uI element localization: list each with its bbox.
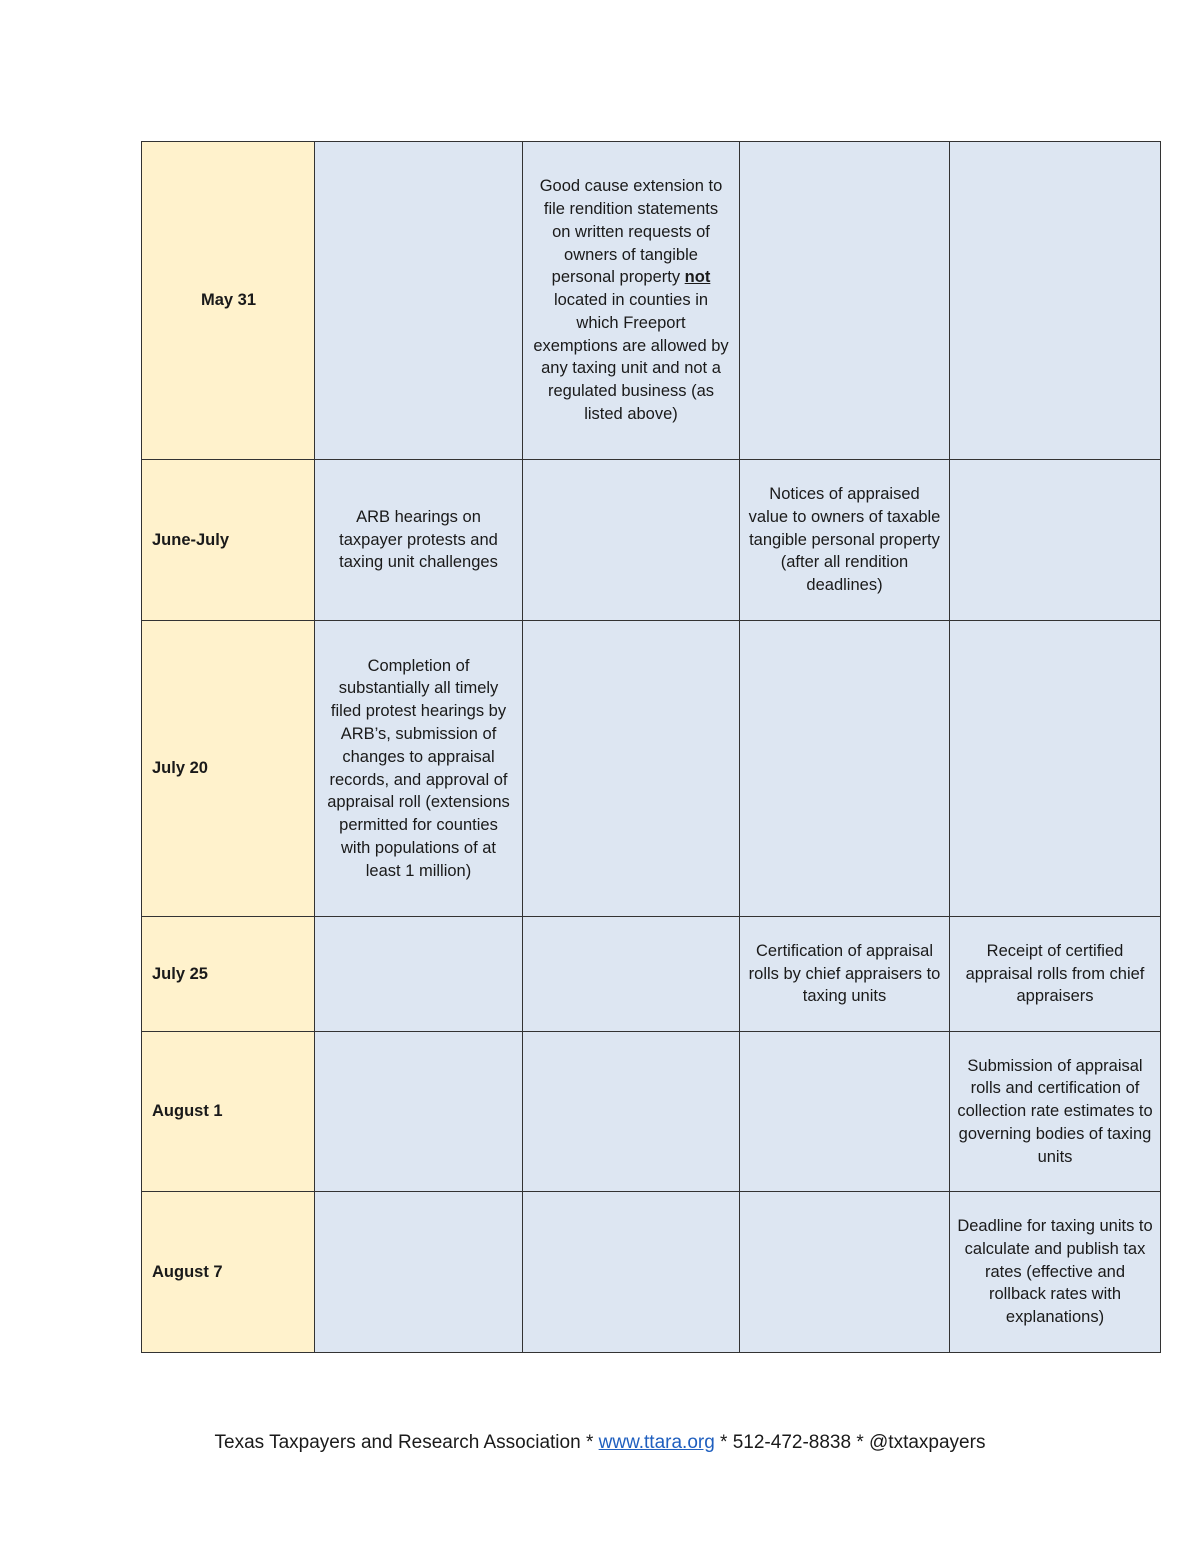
date-label: August 1 <box>152 1102 223 1121</box>
cell-text: Submission of appraisal rolls and certification of collection rate estimates to governing bodies of taxing units <box>957 1056 1153 1166</box>
table-cell <box>740 917 950 1032</box>
deadline-calendar-table <box>141 141 1161 1353</box>
footer-contact: * 512-472-8838 * @txtaxpayers <box>714 1432 986 1453</box>
cell-text-part: Good cause extension to file rendition statements on written requests of owners of tangible personal property <box>539 177 723 287</box>
footer-org: Texas Taxpayers and Research Association * <box>214 1432 599 1453</box>
table-cell <box>523 142 740 460</box>
table-row <box>142 1192 1161 1353</box>
table-cell <box>740 1032 950 1192</box>
table-cell <box>315 917 523 1032</box>
table-cell <box>523 621 740 917</box>
date-label: May 31 <box>200 291 257 310</box>
table-cell <box>950 460 1161 621</box>
table-cell <box>315 621 523 917</box>
cell-text-part: located in counties in which Freeport exemptions are allowed by any taxing unit and not a regulated business (as listed above) <box>533 291 729 424</box>
date-label: August 7 <box>152 1262 223 1281</box>
table-row <box>142 917 1161 1032</box>
cell-text: Receipt of certified appraisal rolls from chief appraisers <box>965 941 1145 1006</box>
date-cell <box>142 460 315 621</box>
date-label: June-July <box>152 530 230 549</box>
table-cell <box>740 621 950 917</box>
table-row <box>142 142 1161 460</box>
page-footer <box>0 1431 1200 1455</box>
cell-text <box>533 177 728 423</box>
table-cell <box>315 460 523 621</box>
table-cell <box>315 142 523 460</box>
emphasis-text: not <box>684 268 711 287</box>
table-cell <box>740 460 950 621</box>
cell-text: ARB hearings on taxpayer protests and taxing unit challenges <box>339 507 498 572</box>
table-cell <box>740 1192 950 1353</box>
table-cell <box>950 1192 1161 1353</box>
table-cell <box>950 917 1161 1032</box>
date-cell <box>142 621 315 917</box>
table-cell <box>950 621 1161 917</box>
cell-text: Notices of appraised value to owners of taxable tangible personal property (after all rendition deadlines) <box>748 485 941 595</box>
table-cell <box>950 142 1161 460</box>
date-label: July 25 <box>152 964 208 983</box>
date-label: July 20 <box>152 759 208 778</box>
table-cell <box>950 1032 1161 1192</box>
date-cell <box>142 1032 315 1192</box>
table-cell <box>523 1192 740 1353</box>
cell-text: Completion of substantially all timely filed protest hearings by ARB’s, submission of changes to appraisal records, and approval of appraisal roll (extensions permitted for counties with populations of at least 1 million) <box>327 656 510 880</box>
table-cell <box>740 142 950 460</box>
footer-website-link[interactable]: www.ttara.org <box>598 1432 715 1453</box>
table-row <box>142 1032 1161 1192</box>
date-cell <box>142 1192 315 1353</box>
cell-text: Deadline for taxing units to calculate and publish tax rates (effective and rollback rates with explanations) <box>957 1217 1153 1327</box>
table-row <box>142 621 1161 917</box>
date-cell <box>142 917 315 1032</box>
table-cell <box>523 1032 740 1192</box>
table-cell <box>523 460 740 621</box>
table-cell <box>523 917 740 1032</box>
cell-text: Certification of appraisal rolls by chief appraisers to taxing units <box>748 941 941 1006</box>
date-cell <box>142 142 315 460</box>
table-cell <box>315 1032 523 1192</box>
table-row <box>142 460 1161 621</box>
table-cell <box>315 1192 523 1353</box>
